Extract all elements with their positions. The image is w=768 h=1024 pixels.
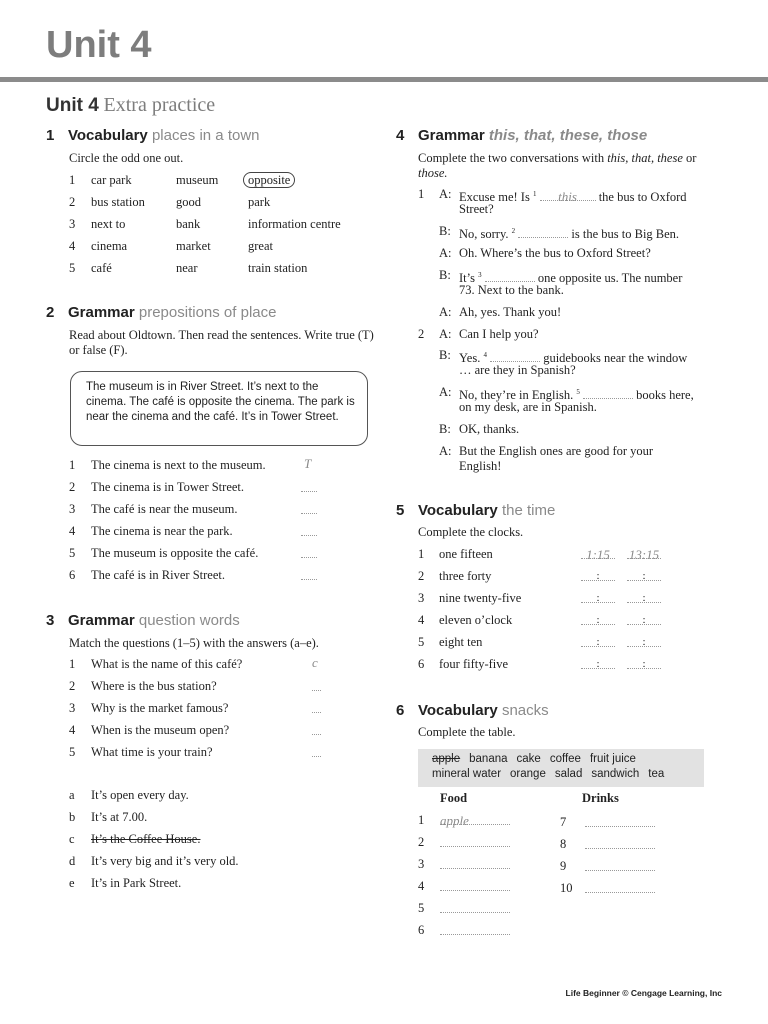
section-number: 3 bbox=[46, 612, 55, 629]
line-text: … are they in Spanish? bbox=[459, 363, 576, 377]
section-topic: the time bbox=[501, 502, 556, 519]
conversation-number: 2 bbox=[418, 327, 425, 341]
item-word: train station bbox=[248, 261, 308, 275]
section-topic: snacks bbox=[501, 702, 549, 719]
item-word: market bbox=[176, 239, 211, 253]
item-number: 1 bbox=[418, 813, 425, 827]
item-number: 5 bbox=[69, 261, 76, 275]
clock-12h-field[interactable]: : bbox=[581, 657, 615, 669]
item-number: 6 bbox=[69, 568, 76, 582]
drink-answer-field[interactable] bbox=[585, 859, 655, 871]
section-number: 4 bbox=[396, 127, 405, 144]
gap-field[interactable] bbox=[518, 226, 568, 238]
item-number: 2 bbox=[69, 480, 76, 494]
section-kind: Vocabulary bbox=[418, 702, 498, 719]
item-sentence: The café is in River Street. bbox=[91, 568, 225, 582]
item-number: 5 bbox=[69, 546, 76, 560]
word: salad bbox=[554, 768, 583, 780]
item-word: museum bbox=[176, 173, 219, 187]
instruction-words: this, that, these bbox=[607, 151, 683, 165]
clock-12h-field[interactable]: : bbox=[581, 635, 615, 647]
item-word: bus station bbox=[91, 195, 145, 209]
gap-number: 1 bbox=[532, 190, 537, 198]
item-word: near bbox=[176, 261, 198, 275]
question-text: What is the name of this café? bbox=[91, 657, 243, 671]
item-word: car park bbox=[91, 173, 132, 187]
section-topic: prepositions of place bbox=[138, 304, 277, 321]
answer-text: It’s in Park Street. bbox=[91, 876, 182, 890]
line-text: Excuse me! Is bbox=[459, 190, 530, 204]
question-text: Where is the bus station? bbox=[91, 679, 217, 693]
item-letter: d bbox=[69, 854, 76, 868]
item-number: 4 bbox=[69, 524, 76, 538]
drink-answer-field[interactable] bbox=[585, 881, 655, 893]
line-text: Street? bbox=[459, 202, 494, 216]
item-number: 3 bbox=[418, 857, 425, 871]
item-number: 6 bbox=[418, 923, 425, 937]
item-number: 5 bbox=[418, 901, 425, 915]
gap-field[interactable] bbox=[583, 387, 633, 399]
section-kind: Grammar bbox=[68, 612, 135, 629]
section-kind: Vocabulary bbox=[418, 502, 498, 519]
item-word: great bbox=[248, 239, 273, 253]
clock-12h-field[interactable]: : bbox=[581, 569, 615, 581]
answer-text: It’s at 7.00. bbox=[91, 810, 148, 824]
item-number: 6 bbox=[418, 657, 425, 671]
item-number: 2 bbox=[69, 195, 76, 209]
section-number: 6 bbox=[396, 702, 405, 719]
clock-12h-field[interactable]: : bbox=[581, 591, 615, 603]
speaker: A: bbox=[439, 246, 452, 260]
line-text: No, they’re in English. bbox=[459, 388, 574, 402]
item-letter: e bbox=[69, 876, 75, 890]
item-word: cinema bbox=[91, 239, 128, 253]
answer-field[interactable] bbox=[312, 723, 321, 735]
section-number: 1 bbox=[46, 127, 55, 144]
speaker: B: bbox=[439, 268, 451, 282]
speaker: A: bbox=[439, 327, 452, 341]
answer-text-crossed: It’s the Coffee House. bbox=[91, 832, 201, 846]
section-kind: Grammar bbox=[418, 127, 485, 144]
page-title bbox=[46, 94, 215, 117]
answer-text: It’s open every day. bbox=[91, 788, 189, 802]
answer-field[interactable] bbox=[301, 524, 317, 536]
line-text: But the English ones are good for your bbox=[459, 444, 654, 458]
oldtown-text-box: The museum is in River Street. It’s next to the cinema. The café is opposite the cinema. The park is near the cinema and the café. It’s in Tower Street. bbox=[70, 371, 368, 446]
item-number: 2 bbox=[418, 835, 425, 849]
instruction-words: those. bbox=[418, 166, 448, 180]
drink-answer-field[interactable] bbox=[585, 837, 655, 849]
section-4-instruction bbox=[418, 151, 718, 181]
answer-text: It’s very big and it’s very old. bbox=[91, 854, 239, 868]
food-answer-field[interactable] bbox=[440, 879, 510, 891]
section-number: 5 bbox=[396, 502, 405, 519]
item-number: 2 bbox=[69, 679, 76, 693]
time-words: eleven o’clock bbox=[439, 613, 513, 627]
item-sentence: The cinema is near the park. bbox=[91, 524, 233, 538]
item-number: 8 bbox=[560, 837, 567, 851]
item-sentence: The café is near the museum. bbox=[91, 502, 238, 516]
word-box-line bbox=[432, 752, 690, 767]
answer-field[interactable] bbox=[312, 745, 321, 757]
clock-24h-field[interactable]: : bbox=[627, 657, 661, 669]
word: mineral water bbox=[432, 768, 502, 780]
section-3-heading bbox=[46, 612, 240, 629]
clock-24h-field[interactable]: : bbox=[627, 613, 661, 625]
gap-number: 4 bbox=[483, 351, 487, 359]
item-sentence: The museum is opposite the café. bbox=[91, 546, 259, 560]
gap-field[interactable] bbox=[485, 270, 535, 282]
item-letter: c bbox=[69, 832, 75, 846]
section-6-heading bbox=[396, 702, 549, 719]
item-number: 3 bbox=[69, 502, 76, 516]
section-4-heading bbox=[396, 127, 647, 144]
item-letter: a bbox=[69, 788, 75, 802]
answer-field[interactable] bbox=[312, 701, 321, 713]
gap-field[interactable] bbox=[490, 350, 540, 362]
item-letter: b bbox=[69, 810, 76, 824]
speaker: B: bbox=[439, 422, 451, 436]
word: fruit juice bbox=[589, 753, 636, 765]
line-text: is the bus to Big Ben. bbox=[571, 227, 680, 241]
clock-24h-field[interactable]: : bbox=[627, 635, 661, 647]
gap-number: 5 bbox=[576, 388, 580, 396]
answer-field[interactable] bbox=[301, 502, 317, 514]
word-used: apple bbox=[432, 753, 461, 765]
gap-number: 2 bbox=[511, 227, 516, 235]
question-text: What time is your train? bbox=[91, 745, 213, 759]
speaker: A: bbox=[439, 385, 452, 399]
line-text: No, sorry. bbox=[459, 227, 509, 241]
item-number: 4 bbox=[69, 723, 76, 737]
section-5-instruction: Complete the clocks. bbox=[418, 525, 524, 539]
instruction-text: Complete the two conversations with bbox=[418, 151, 605, 165]
section-kind: Grammar bbox=[68, 304, 135, 321]
drink-answer-field[interactable] bbox=[585, 815, 655, 827]
answer-field[interactable] bbox=[301, 546, 317, 558]
word: cake bbox=[516, 753, 541, 765]
food-answer-field[interactable]: apple bbox=[440, 813, 510, 825]
clock-24h-field[interactable]: : bbox=[627, 591, 661, 603]
line-text: on my desk, are in Spanish. bbox=[459, 400, 597, 414]
item-number: 1 bbox=[418, 547, 425, 561]
answer-field[interactable] bbox=[301, 480, 317, 492]
section-2-instruction: Read about Oldtown. Then read the sentences. Write true (T) or false (F). bbox=[69, 328, 374, 357]
clock-24h-field[interactable]: : bbox=[627, 569, 661, 581]
item-word: bank bbox=[176, 217, 201, 231]
word: tea bbox=[648, 768, 665, 780]
item-word: next to bbox=[91, 217, 126, 231]
item-sentence: The cinema is next to the museum. bbox=[91, 458, 266, 472]
item-word: information centre bbox=[248, 217, 341, 231]
time-words: three forty bbox=[439, 569, 492, 583]
item-number: 4 bbox=[69, 239, 76, 253]
word: banana bbox=[469, 753, 508, 765]
item-number: 1 bbox=[69, 173, 76, 187]
word-box bbox=[418, 749, 704, 787]
section-2-heading bbox=[46, 304, 276, 321]
word: sandwich bbox=[591, 768, 640, 780]
line-text: books here, bbox=[636, 388, 694, 402]
time-words: nine twenty-five bbox=[439, 591, 522, 605]
section-number: 2 bbox=[46, 304, 55, 321]
answer-field[interactable] bbox=[312, 679, 321, 691]
time-words: four fifty-five bbox=[439, 657, 509, 671]
instruction-text: or bbox=[686, 151, 697, 165]
speaker: B: bbox=[439, 348, 451, 362]
time-words: eight ten bbox=[439, 635, 483, 649]
section-1-heading bbox=[46, 127, 260, 144]
item-number: 3 bbox=[69, 701, 76, 715]
section-topic: this, that, these, those bbox=[488, 127, 648, 144]
item-number: 1 bbox=[69, 458, 76, 472]
line-text: Can I help you? bbox=[459, 327, 539, 341]
page-title-extra: Extra practice bbox=[103, 94, 216, 116]
section-kind: Vocabulary bbox=[68, 127, 148, 144]
item-number: 4 bbox=[418, 879, 425, 893]
speaker: A: bbox=[439, 305, 452, 319]
item-number: 3 bbox=[418, 591, 425, 605]
item-number: 2 bbox=[418, 569, 425, 583]
clock-12h-field[interactable]: 1:15 bbox=[581, 547, 615, 559]
word: coffee bbox=[549, 753, 581, 765]
word-box-line bbox=[432, 767, 690, 782]
section-1-instruction: Circle the odd one out. bbox=[69, 151, 184, 165]
food-column-header: Food bbox=[440, 791, 468, 805]
page-title-unit: Unit 4 bbox=[46, 95, 99, 116]
speaker: A: bbox=[439, 187, 452, 201]
item-number: 1 bbox=[69, 657, 76, 671]
time-words: one fifteen bbox=[439, 547, 493, 561]
unit-heading: Unit 4 bbox=[46, 24, 152, 66]
gap-answer[interactable]: this bbox=[540, 189, 596, 201]
section-5-heading bbox=[396, 502, 555, 519]
item-word: good bbox=[176, 195, 201, 209]
page-footer: Life Beginner © Cengage Learning, Inc bbox=[565, 988, 722, 998]
drinks-column-header: Drinks bbox=[582, 791, 619, 805]
line-text: Ah, yes. Thank you! bbox=[459, 305, 562, 319]
speaker: B: bbox=[439, 224, 451, 238]
speaker: A: bbox=[439, 444, 452, 458]
item-number: 5 bbox=[418, 635, 425, 649]
clock-24h-field[interactable]: 13:15 bbox=[628, 547, 660, 562]
circled-answer: opposite bbox=[243, 172, 295, 188]
line-text: Yes. bbox=[459, 351, 481, 365]
line-text: It’s bbox=[459, 271, 475, 285]
food-answer-field[interactable] bbox=[440, 901, 510, 913]
answer-field[interactable] bbox=[301, 568, 317, 580]
item-number: 3 bbox=[69, 217, 76, 231]
line-text: OK, thanks. bbox=[459, 422, 520, 436]
question-text: When is the museum open? bbox=[91, 723, 230, 737]
food-answer-field[interactable] bbox=[440, 857, 510, 869]
line-text: the bus to Oxford bbox=[598, 190, 687, 204]
food-answer-field[interactable] bbox=[440, 835, 510, 847]
food-answer-field[interactable] bbox=[440, 923, 510, 935]
item-sentence: The cinema is in Tower Street. bbox=[91, 480, 245, 494]
question-text: Why is the market famous? bbox=[91, 701, 229, 715]
item-number: 9 bbox=[560, 859, 567, 873]
gap-number: 3 bbox=[478, 271, 482, 279]
title-divider bbox=[0, 77, 768, 82]
line-text: one opposite us. The number bbox=[537, 271, 683, 285]
line-text: guidebooks near the window bbox=[543, 351, 688, 365]
section-topic: question words bbox=[138, 612, 240, 629]
item-number: 7 bbox=[560, 815, 567, 829]
section-3-instruction: Match the questions (1–5) with the answers (a–e). bbox=[69, 636, 319, 650]
clock-12h-field[interactable]: : bbox=[581, 613, 615, 625]
item-word: café bbox=[91, 261, 112, 275]
word: orange bbox=[510, 768, 546, 780]
item-number: 10 bbox=[560, 881, 573, 895]
conversation-number: 1 bbox=[418, 187, 425, 201]
line-text: English! bbox=[459, 459, 502, 473]
section-6-instruction: Complete the table. bbox=[418, 725, 516, 739]
answer-field[interactable]: T bbox=[304, 456, 312, 471]
item-number: 5 bbox=[69, 745, 76, 759]
line-text: Oh. Where’s the bus to Oxford Street? bbox=[459, 246, 651, 260]
item-word: park bbox=[248, 195, 271, 209]
line-text: 73. Next to the bank. bbox=[459, 283, 564, 297]
answer-field[interactable]: c bbox=[312, 655, 318, 670]
section-topic: places in a town bbox=[151, 127, 260, 144]
item-number: 4 bbox=[418, 613, 425, 627]
